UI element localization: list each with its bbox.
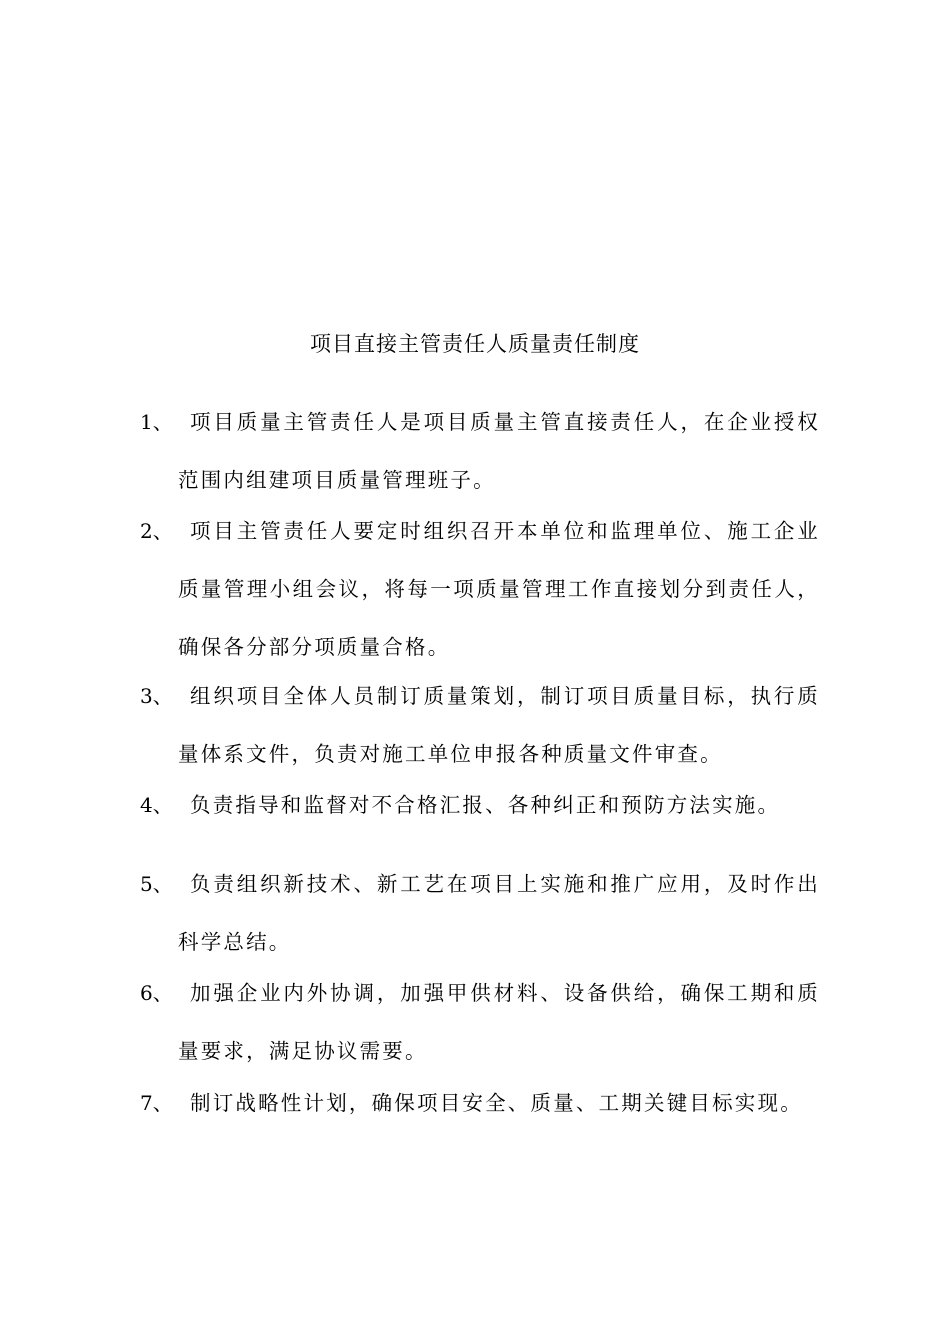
list-item-text: 负责组织新技术、新工艺在项目上实施和推广应用，及时作出科学总结。	[178, 872, 820, 954]
list-item-text: 组织项目全体人员制订质量策划，制订项目质量目标，执行质量体系文件，负责对施工单位申报各种质量文件审查。	[178, 684, 820, 766]
list-item-text: 负责指导和监督对不合格汇报、各种纠正和预防方法实施。	[190, 793, 781, 817]
list-item-number: 2、	[140, 519, 173, 543]
list-item-number: 7、	[140, 1091, 173, 1115]
list-item-number: 6、	[140, 981, 173, 1005]
list-item-1	[140, 393, 820, 509]
list-item-text: 项目质量主管责任人是项目质量主管直接责任人，在企业授权范围内组建项目质量管理班子。	[178, 410, 820, 492]
list-item-4	[140, 776, 820, 834]
list-item-6	[140, 964, 820, 1080]
list-item-2	[140, 502, 820, 676]
list-item-number: 5、	[140, 872, 173, 896]
list-item-7	[140, 1074, 820, 1132]
list-item-3	[140, 667, 820, 783]
list-item-number: 4、	[140, 793, 173, 817]
list-item-text: 项目主管责任人要定时组织召开本单位和监理单位、施工企业质量管理小组会议，将每一项质量管理工作直接划分到责任人，确保各分部分项质量合格。	[178, 519, 820, 659]
list-item-5	[140, 855, 820, 971]
document-title: 项目直接主管责任人质量责任制度	[310, 332, 640, 356]
list-item-text: 加强企业内外协调，加强甲供材料、设备供给，确保工期和质量要求，满足协议需要。	[178, 981, 820, 1063]
list-item-text: 制订战略性计划，确保项目安全、质量、工期关键目标实现。	[190, 1091, 803, 1115]
list-item-number: 3、	[140, 684, 173, 708]
list-item-number: 1、	[140, 410, 173, 434]
